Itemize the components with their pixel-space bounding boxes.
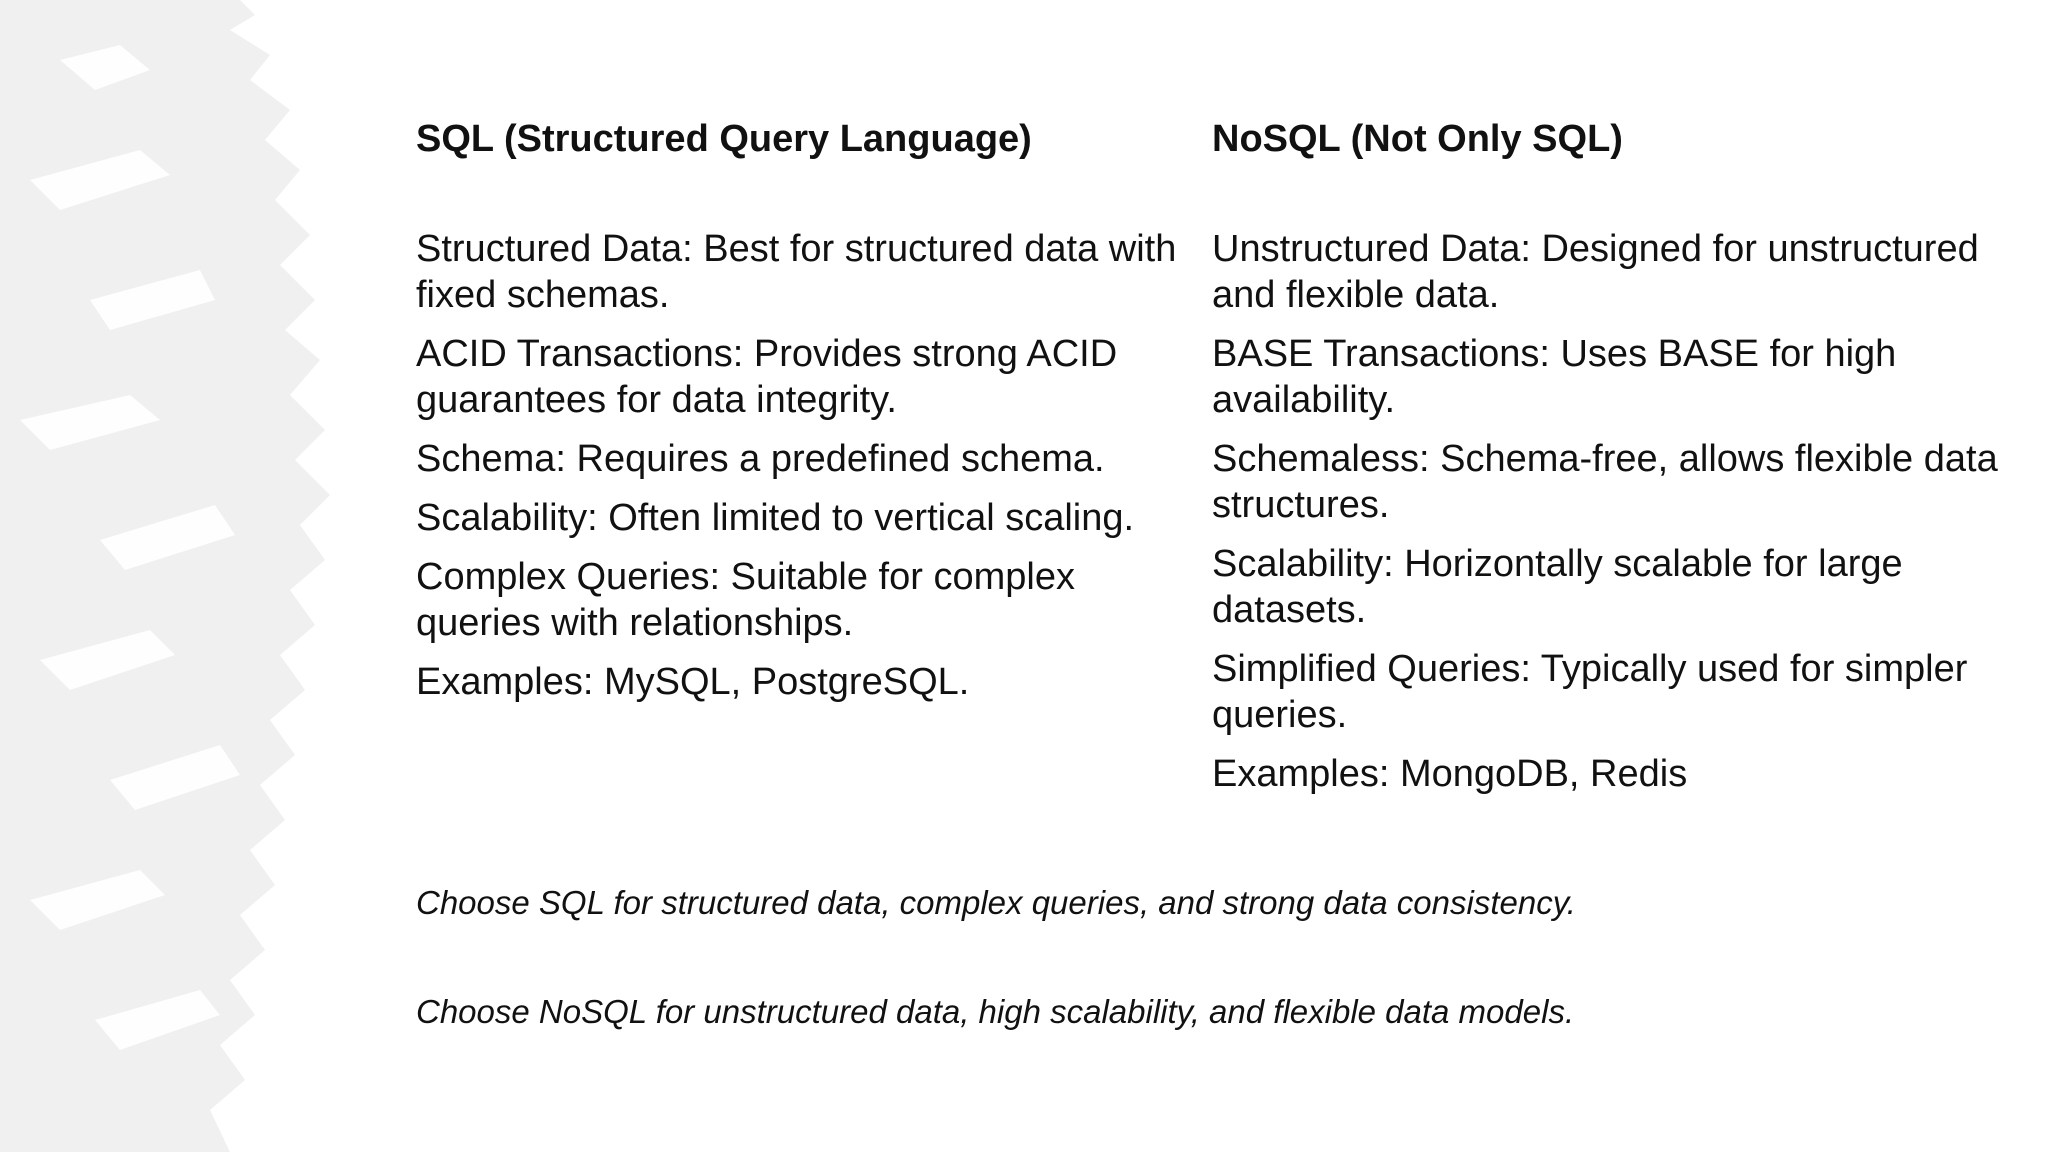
sql-point: Complex Queries: Suitable for complex queries with relationships. <box>416 556 1075 644</box>
sql-title: SQL (Structured Query Language) <box>416 118 1032 160</box>
conclusions <box>416 878 2016 1096</box>
brush-texture-decoration <box>0 0 340 1152</box>
sql-point: ACID Transactions: Provides strong ACID guarantees for data integrity. <box>416 333 1118 421</box>
sql-point: Schema: Requires a predefined schema. <box>416 438 1105 480</box>
sql-point: Structured Data: Best for structured data with fixed schemas. <box>416 228 1177 316</box>
nosql-point: Scalability: Horizontally scalable for large datasets. <box>1212 543 1903 631</box>
nosql-point: Examples: MongoDB, Redis <box>1212 753 1688 795</box>
conclusion-sql: Choose SQL for structured data, complex queries, and strong data consistency. <box>416 884 1576 921</box>
nosql-point: Schemaless: Schema-free, allows flexible data structures. <box>1212 438 1998 526</box>
nosql-point: Simplified Queries: Typically used for simpler queries. <box>1212 648 1968 736</box>
conclusion-nosql: Choose NoSQL for unstructured data, high scalability, and flexible data models. <box>416 993 1575 1030</box>
nosql-point: Unstructured Data: Designed for unstructured and flexible data. <box>1212 228 1979 316</box>
nosql-point-list <box>1212 226 2012 797</box>
nosql-point: BASE Transactions: Uses BASE for high availability. <box>1212 333 1897 421</box>
sql-point-list <box>416 226 1186 705</box>
nosql-title: NoSQL (Not Only SQL) <box>1212 118 1623 160</box>
nosql-column <box>1212 110 2012 810</box>
sql-column <box>416 110 1186 718</box>
sql-point: Examples: MySQL, PostgreSQL. <box>416 661 970 703</box>
sql-point: Scalability: Often limited to vertical scaling. <box>416 497 1135 539</box>
